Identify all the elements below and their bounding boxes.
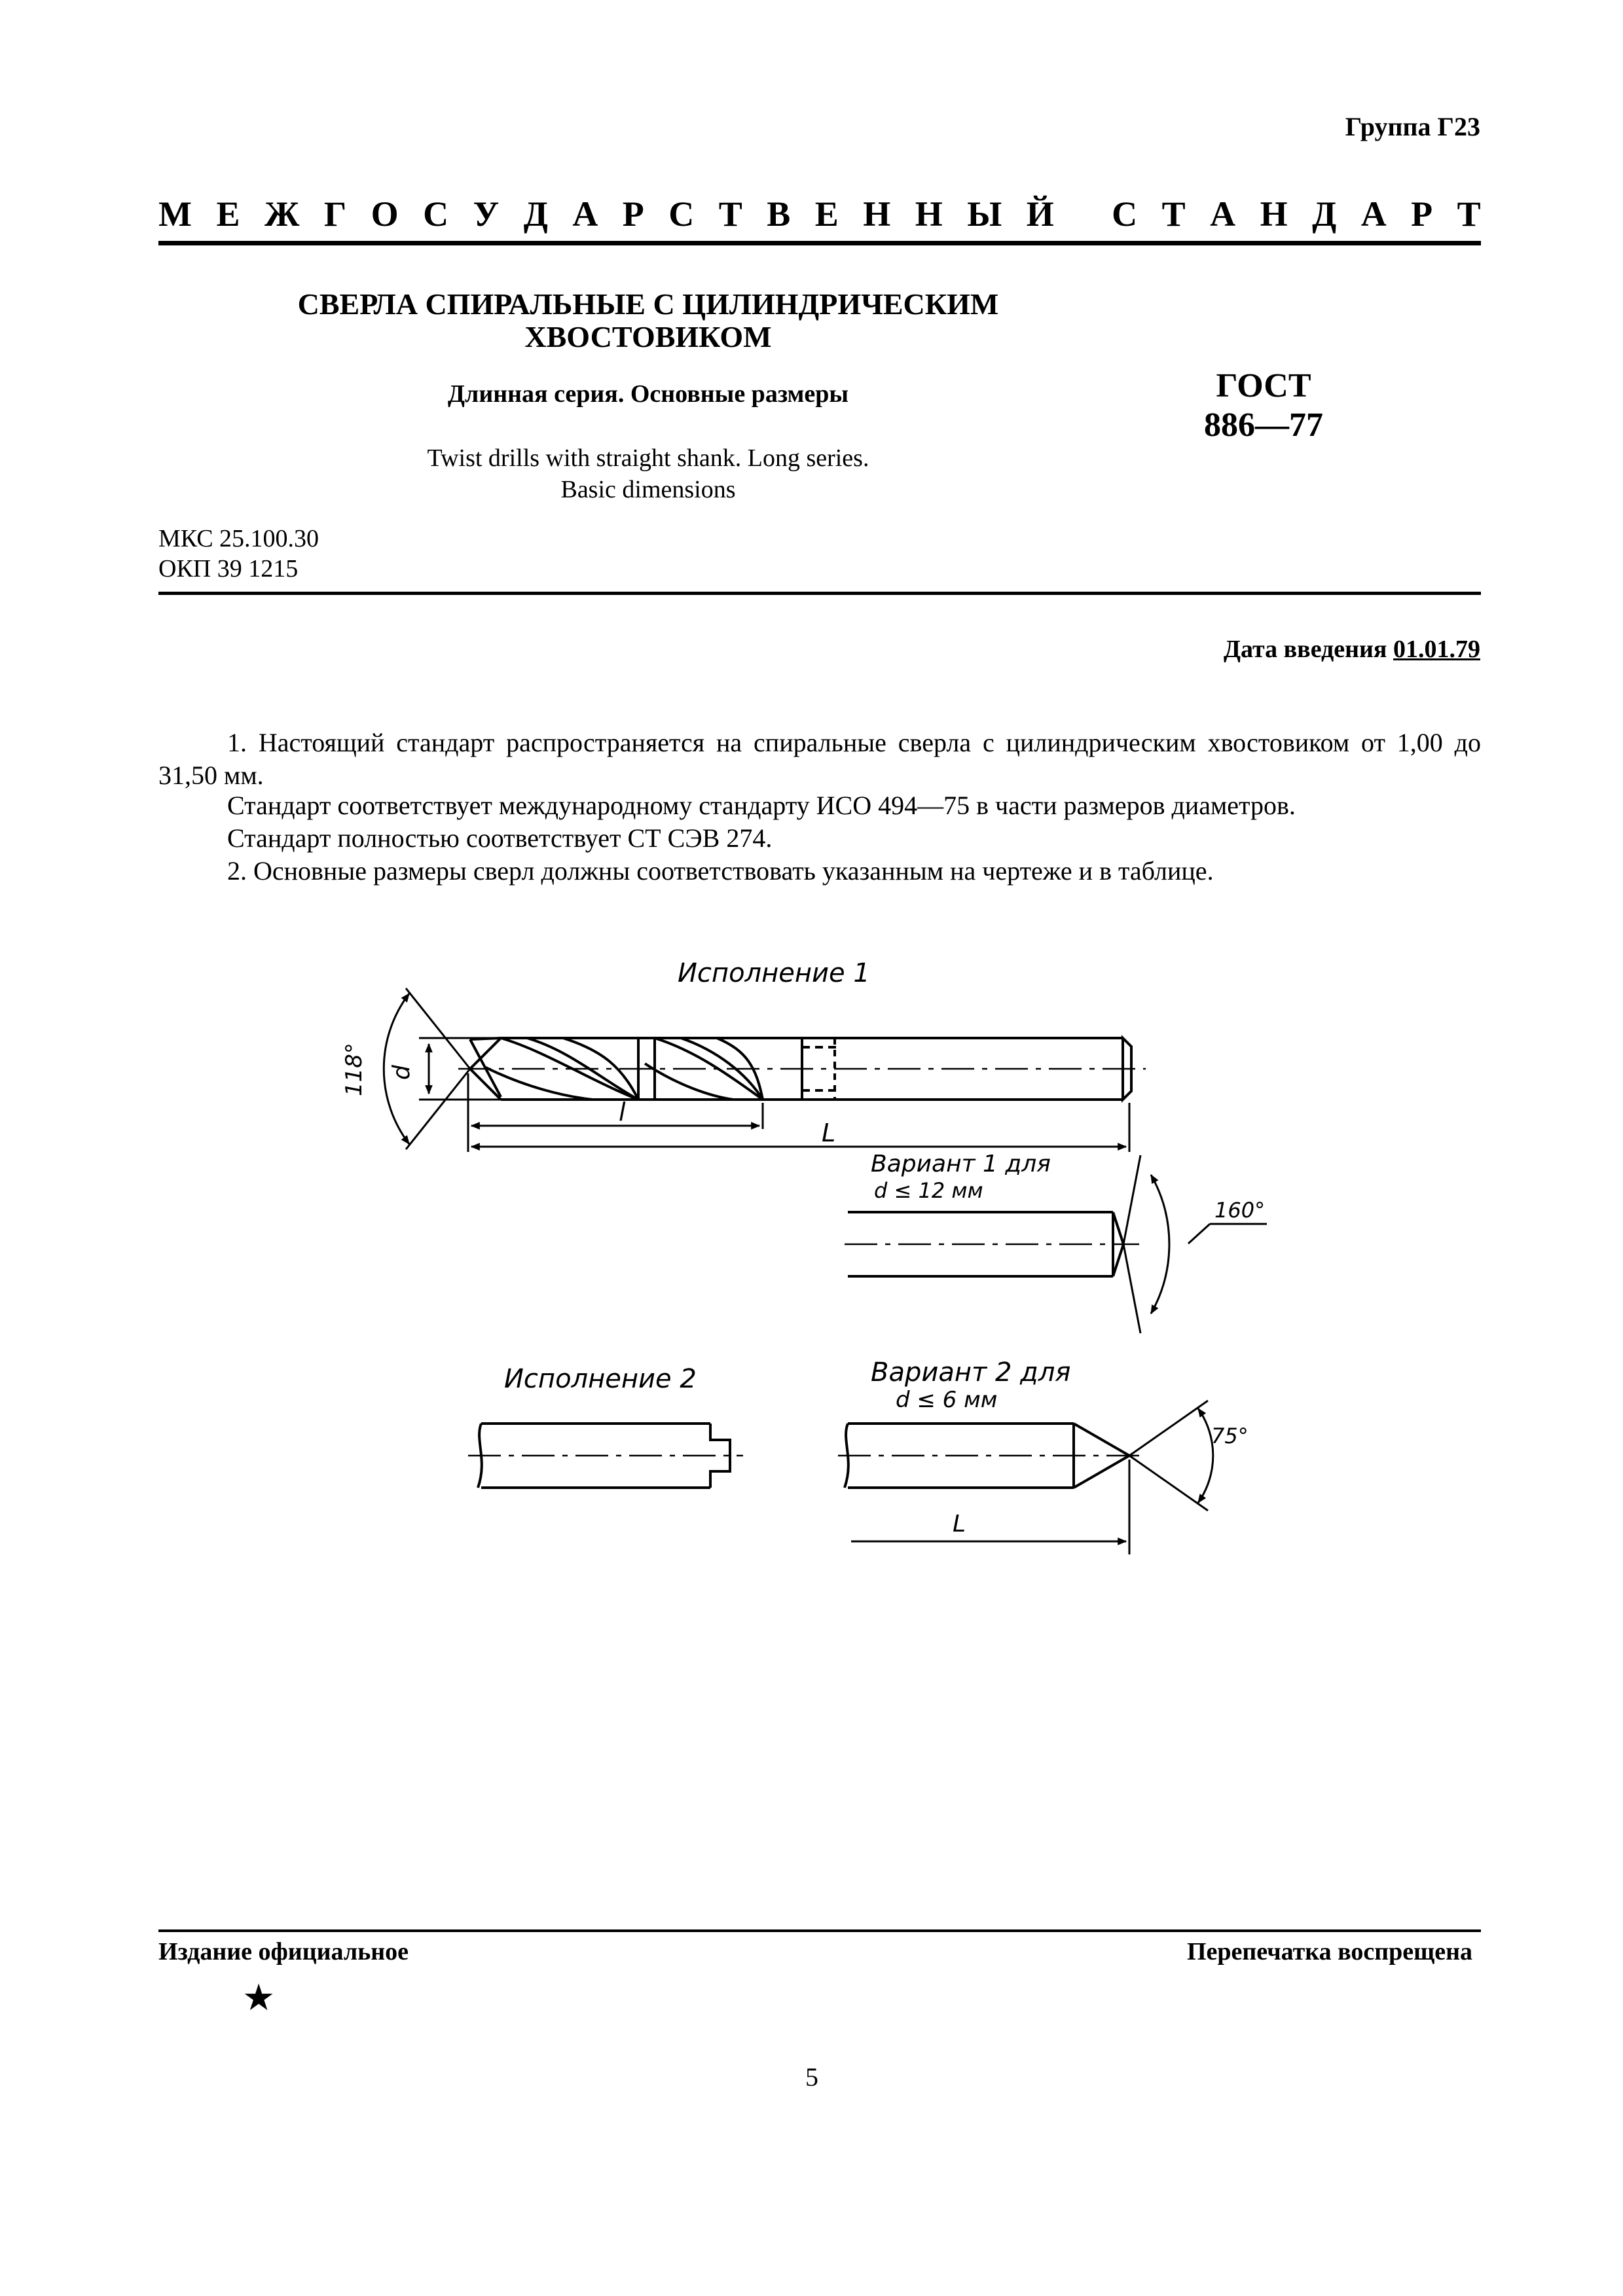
heading-letter: Н bbox=[1260, 194, 1288, 234]
drill-execution-2-shank bbox=[468, 1424, 743, 1488]
mks-code: МКС 25.100.30 bbox=[158, 525, 319, 552]
group-code: Группа Г23 bbox=[1345, 112, 1480, 141]
star-mark: ★ bbox=[242, 1978, 276, 2018]
heading-letter: Т bbox=[1161, 194, 1186, 234]
heading-letter: Г bbox=[323, 194, 347, 234]
heading-letter: Ы bbox=[967, 194, 1002, 234]
english-title-line-1: Twist drills with straight shank. Long series. bbox=[427, 444, 869, 472]
english-title-line-2: Basic dimensions bbox=[560, 476, 736, 503]
heading-letter: О bbox=[371, 194, 399, 234]
paragraph-4: 2. Основные размеры сверл должны соответствовать указанным на чертеже и в таблице. bbox=[227, 856, 1214, 886]
heading-letter: Д bbox=[523, 194, 548, 234]
title-line-2: ХВОСТОВИКОМ bbox=[524, 320, 772, 353]
angle-160-label: 160° bbox=[1214, 1198, 1266, 1223]
heading-letter: Т bbox=[718, 194, 742, 234]
official-edition-note: Издание официальное bbox=[158, 1938, 409, 1965]
reprint-prohibited-note: Перепечатка воспрещена bbox=[1186, 1938, 1472, 1965]
variant-2-label-line-1: Вариант 2 для bbox=[871, 1357, 1071, 1388]
intro-date-label: Дата введения bbox=[1223, 636, 1387, 663]
intro-date-value: 01.01.79 bbox=[1393, 636, 1480, 663]
angle-75-label: 75° bbox=[1211, 1424, 1249, 1448]
heading-letter: А bbox=[1360, 194, 1387, 234]
document-subtitle: Длинная серия. Основные размеры bbox=[447, 380, 849, 408]
heading-letter: Е bbox=[814, 194, 839, 234]
heading-letter: Ж bbox=[264, 194, 300, 234]
document-title bbox=[236, 288, 1061, 353]
okp-code: ОКП 39 1215 bbox=[158, 555, 299, 583]
angle-118-label: 118° bbox=[341, 1043, 367, 1096]
angle-75-dimension bbox=[1129, 1401, 1213, 1511]
heading-letter: В bbox=[767, 194, 791, 234]
variant-1-shank bbox=[845, 1212, 1139, 1276]
variant-1-label-line-2: d ≤ 12 мм bbox=[874, 1178, 983, 1203]
heading-letter: Т bbox=[1457, 194, 1481, 234]
variant-1-label-line-1: Вариант 1 для bbox=[871, 1151, 1051, 1177]
heading-letter: Р bbox=[622, 194, 644, 234]
heading-letter bbox=[1078, 194, 1087, 234]
gost-code: 886—77 bbox=[1204, 406, 1323, 444]
gost-number bbox=[1152, 367, 1375, 445]
mid-rule bbox=[158, 592, 1481, 595]
footer-rule bbox=[158, 1929, 1481, 1932]
introduction-date bbox=[1224, 635, 1480, 664]
drill-execution-1 bbox=[458, 1038, 1146, 1100]
top-rule bbox=[158, 241, 1481, 245]
heading-letter: Д bbox=[1312, 194, 1337, 234]
heading-letter: С bbox=[1112, 194, 1138, 234]
angle-160-dimension bbox=[1123, 1155, 1267, 1333]
heading-letter: Е bbox=[216, 194, 240, 234]
paragraph-1: 1. Настоящий стандарт распространяется на спиральные сверла с цилиндрическим хвостовиком от 1,00 до 31,50 мм. bbox=[158, 728, 1481, 790]
total-length-label: L bbox=[822, 1119, 836, 1147]
execution-2-label: Исполнение 2 bbox=[504, 1364, 697, 1394]
title-line-1: СВЕРЛА СПИРАЛЬНЫЕ С ЦИЛИНДРИЧЕСКИМ bbox=[297, 287, 999, 321]
variant-2-label-line-2: d ≤ 6 мм bbox=[896, 1387, 998, 1413]
drill-drawing bbox=[0, 916, 1623, 1571]
heading-letter: Н bbox=[915, 194, 943, 234]
heading-letter: С bbox=[423, 194, 449, 234]
variant-2-shank bbox=[838, 1424, 1142, 1488]
paragraph-3: Стандарт полностью соответствует СТ СЭВ 274. bbox=[227, 823, 773, 853]
heading-letter: Й bbox=[1026, 194, 1054, 234]
interstate-standard-heading bbox=[158, 194, 1481, 234]
variant-2-length-dimension bbox=[851, 1460, 1129, 1554]
heading-letter: А bbox=[1210, 194, 1236, 234]
flute-length-label: l bbox=[619, 1098, 626, 1126]
english-title bbox=[288, 442, 1008, 505]
paragraph-2: Стандарт соответствует международному стандарту ИСО 494—75 в части размеров диаметров. bbox=[227, 791, 1296, 820]
classification-codes bbox=[158, 524, 319, 584]
execution-1-label: Исполнение 1 bbox=[678, 958, 870, 988]
page-number: 5 bbox=[805, 2062, 818, 2092]
heading-letter: А bbox=[572, 194, 598, 234]
length-dimensions bbox=[468, 1073, 1129, 1152]
variant-2-length-label: L bbox=[953, 1511, 966, 1537]
heading-letter: М bbox=[158, 194, 192, 234]
heading-letter: Р bbox=[1411, 194, 1433, 234]
heading-letter: У bbox=[473, 194, 500, 234]
heading-letter: С bbox=[668, 194, 695, 234]
heading-letter: Н bbox=[863, 194, 891, 234]
gost-label: ГОСТ bbox=[1216, 367, 1311, 404]
diameter-label: d bbox=[388, 1065, 415, 1080]
